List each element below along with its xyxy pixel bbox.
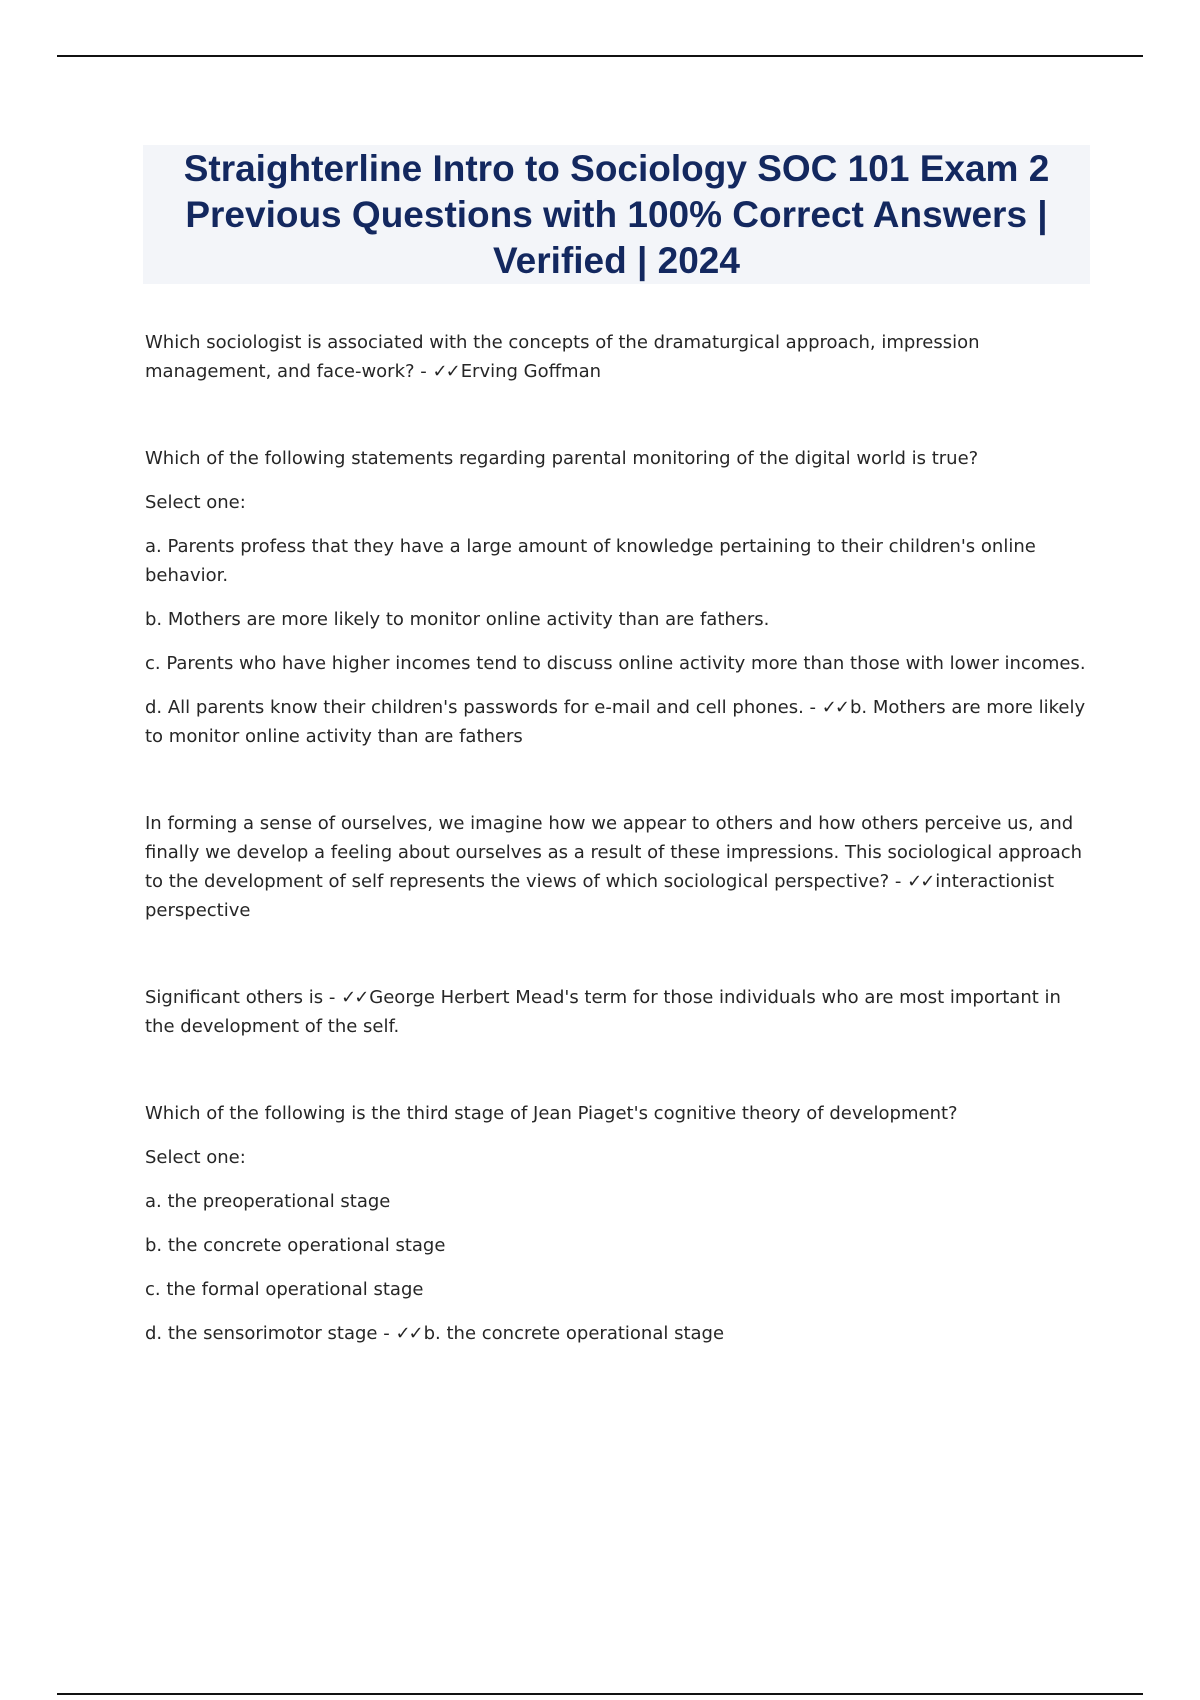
- option-d: [145, 693, 1090, 751]
- question-text: [145, 328, 1090, 386]
- bottom-rule: [57, 1693, 1143, 1695]
- checkmark-icon: ✓✓: [432, 361, 459, 382]
- checkmark-icon: ✓✓: [341, 987, 368, 1008]
- question-stem: Significant others is -: [145, 987, 336, 1008]
- top-rule: [57, 55, 1143, 57]
- document-title: Straighterline Intro to Sociology SOC 101 Exam 2 Previous Questions with 100% Correct Answers | Verified | 2024: [183, 147, 1050, 281]
- question-list: [145, 328, 1090, 1348]
- question-text: [145, 983, 1090, 1041]
- select-prompt: Select one:: [145, 1147, 246, 1168]
- option-d-text: d. the sensorimotor stage -: [145, 1323, 390, 1344]
- option-d-text: d. All parents know their children's passwords for e-mail and cell phones. -: [145, 697, 817, 718]
- answer-text: b. Mothers are more likely to monitor online activity than are fathers: [145, 697, 1086, 747]
- answer-text: b. the concrete operational stage: [423, 1323, 725, 1344]
- checkmark-icon: ✓✓: [821, 697, 848, 718]
- option-a: a. Parents profess that they have a large amount of knowledge pertaining to their children's online behavior.: [145, 536, 1036, 586]
- question-stem: Which sociologist is associated with the concepts of the dramaturgical approach, impression management, and face-work? -: [145, 332, 980, 382]
- checkmark-icon: ✓✓: [907, 871, 934, 892]
- option-d: [145, 1319, 1090, 1348]
- option-a: a. the preoperational stage: [145, 1191, 391, 1212]
- answer-text: George Herbert Mead's term for those individuals who are most important in the development of the self.: [145, 987, 1061, 1037]
- answer-text: interactionist perspective: [145, 871, 1055, 921]
- question-text: [145, 809, 1090, 925]
- question-item: [145, 1099, 1090, 1348]
- question-item: [145, 328, 1090, 386]
- question-item: [145, 444, 1090, 751]
- question-item: [145, 809, 1090, 925]
- option-b: b. the concrete operational stage: [145, 1235, 446, 1256]
- option-c: c. Parents who have higher incomes tend to discuss online activity more than those with lower incomes.: [145, 653, 1086, 674]
- select-prompt: Select one:: [145, 492, 246, 513]
- question-stem: Which of the following statements regarding parental monitoring of the digital world is true?: [145, 448, 979, 469]
- answer-text: Erving Goffman: [460, 361, 602, 382]
- question-stem: Which of the following is the third stage of Jean Piaget's cognitive theory of development?: [145, 1103, 958, 1124]
- option-c: c. the formal operational stage: [145, 1279, 424, 1300]
- question-item: [145, 983, 1090, 1041]
- option-b: b. Mothers are more likely to monitor online activity than are fathers.: [145, 609, 770, 630]
- checkmark-icon: ✓✓: [395, 1323, 422, 1344]
- title-banner: [143, 145, 1090, 284]
- question-stem: In forming a sense of ourselves, we imagine how we appear to others and how others perceive us, and finally we develop a feeling about ourselves as a result of these impressions. This sociological approach to the development of self represents the views of which sociological perspective? -: [145, 813, 1083, 892]
